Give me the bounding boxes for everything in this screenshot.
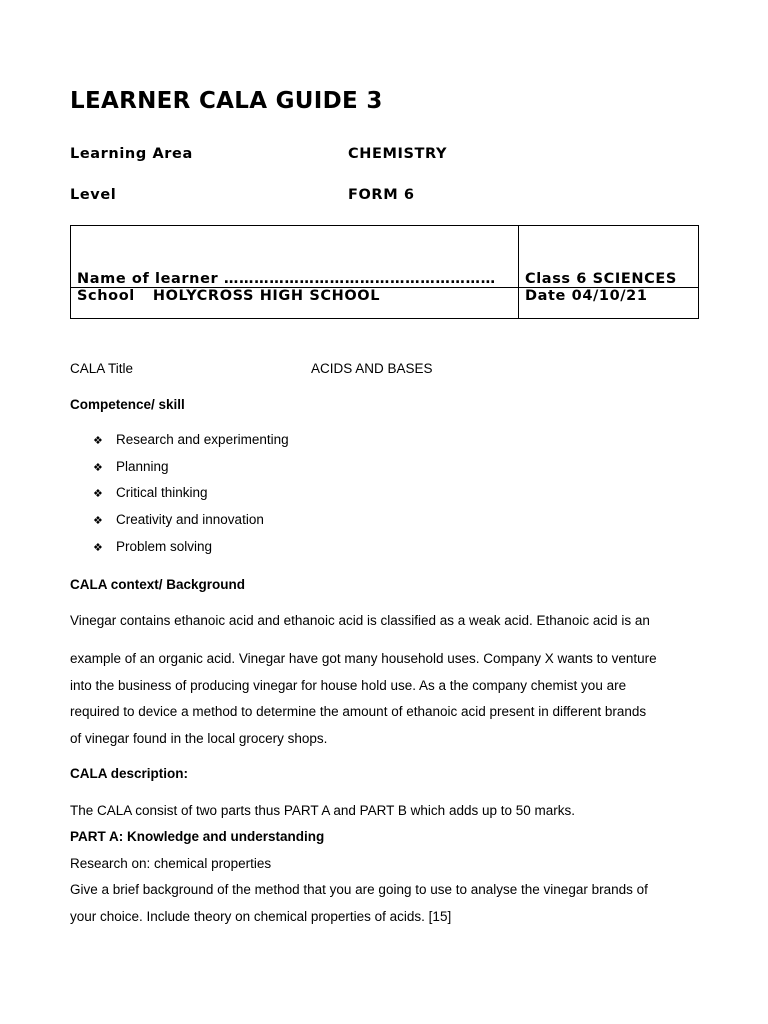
diamond-bullet-icon: ❖ — [93, 487, 103, 501]
date-value: Date 04/10/21 — [525, 288, 648, 304]
diamond-bullet-icon: ❖ — [93, 460, 103, 474]
context-line: into the business of producing vinegar for house hold use. As a the company chemist you are — [70, 677, 627, 693]
context-line: required to device a method to determine the amount of ethanoic acid present in different brands — [70, 704, 647, 720]
page-title: LEARNER CALA GUIDE 3 — [70, 88, 383, 114]
task-line: your choice. Include theory on chemical properties of acids. [15] — [70, 908, 452, 924]
date-cell — [519, 288, 699, 319]
context-line-1: Vinegar contains ethanoic acid and ethanoic acid is classified as a weak acid. Ethanoic acid is an — [70, 613, 650, 628]
cala-title-label: CALA Title — [70, 361, 134, 376]
school-cell — [71, 288, 519, 319]
context-heading: CALA context/ Background — [70, 577, 246, 592]
list-item: ❖ Research and experimenting — [93, 432, 289, 459]
diamond-bullet-icon: ❖ — [93, 434, 103, 447]
context-paragraph — [70, 651, 710, 757]
list-item: ❖ Planning — [93, 459, 289, 486]
learning-area-value: CHEMISTRY — [348, 146, 448, 162]
competence-heading: Competence/ skill — [70, 397, 185, 412]
class-value: Class 6 SCIENCES — [525, 271, 677, 287]
name-of-learner-cell — [71, 226, 519, 288]
skills-list — [93, 432, 289, 565]
level-label: Level — [70, 187, 117, 203]
level-value: FORM 6 — [348, 187, 415, 203]
context-line: of vinegar found in the local grocery shops. — [70, 730, 328, 746]
diamond-bullet-icon: ❖ — [93, 540, 103, 554]
school-name: HOLYCROSS HIGH SCHOOL — [152, 288, 381, 304]
part-a-heading: PART A: Knowledge and understanding — [70, 829, 325, 844]
learner-info-table — [70, 225, 699, 319]
cala-title-value: ACIDS AND BASES — [311, 361, 433, 376]
task-line: Give a brief background of the method that you are going to use to analyse the vinegar brands of — [70, 882, 648, 897]
list-item: ❖ Problem solving — [93, 539, 289, 566]
school-label: School — [77, 288, 135, 304]
description-text: The CALA consist of two parts thus PART A and PART B which adds up to 50 marks. — [70, 803, 576, 818]
description-heading: CALA description: — [70, 766, 188, 781]
name-of-learner-field: Name of learner ……………………………………………… — [77, 271, 496, 287]
list-item: ❖ Creativity and innovation — [93, 512, 289, 539]
learning-area-label: Learning Area — [70, 146, 193, 162]
context-line: example of an organic acid. Vinegar have got many household uses. Company X wants to venture — [70, 651, 657, 666]
research-text: Research on: chemical properties — [70, 856, 272, 871]
task-paragraph — [70, 882, 710, 935]
diamond-bullet-icon: ❖ — [93, 514, 103, 528]
class-cell — [519, 226, 699, 288]
list-item: ❖ Critical thinking — [93, 485, 289, 512]
